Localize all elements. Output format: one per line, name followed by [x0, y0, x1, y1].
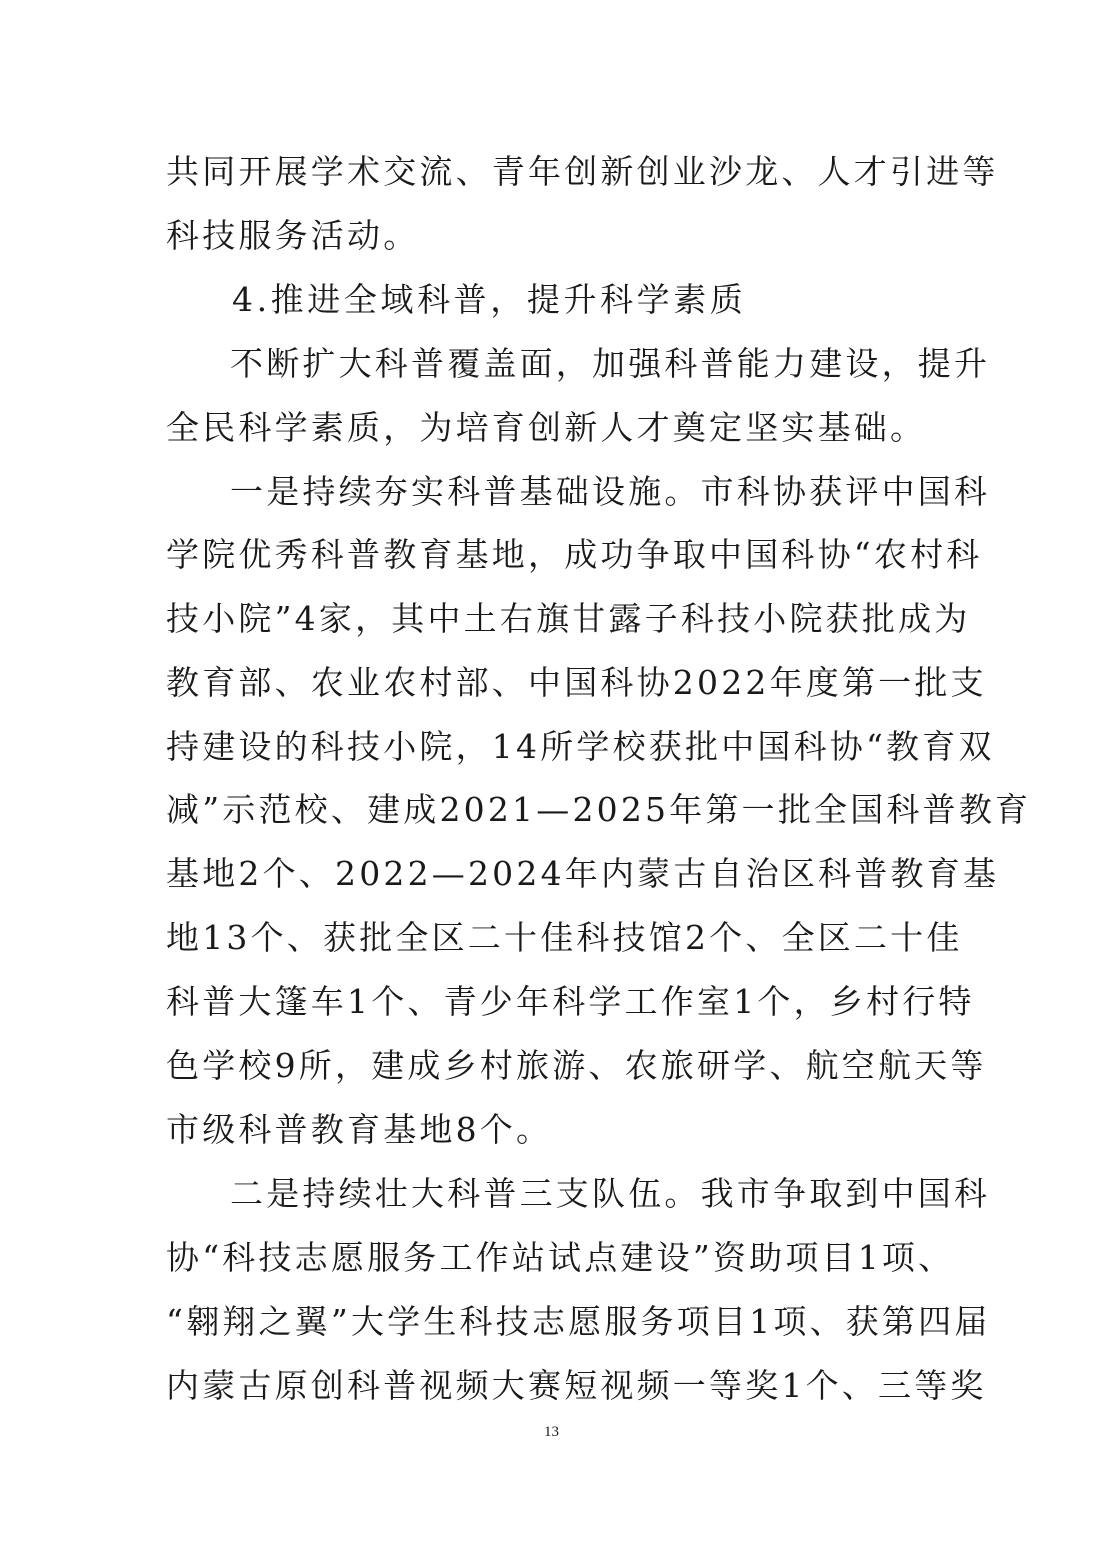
- body-text-line: 全民科学素质，为培育创新人才奠定坚实基础。: [166, 408, 927, 447]
- section-heading: 4.推进全域科普，提升科学素质: [232, 280, 747, 319]
- body-text-line: 学院优秀科普教育基地，成功争取中国科协“农村科: [166, 535, 983, 574]
- body-text-line: 减”示范校、建成2021—2025年第一批全国科普教育: [166, 790, 1032, 829]
- body-text-line: 科普大篷车1个、青少年科学工作室1个，乡村行特: [166, 982, 975, 1021]
- body-text-line: 基地2个、2022—2024年内蒙古自治区科普教育基: [166, 854, 1000, 893]
- paragraph-first-line: 不断扩大科普覆盖面，加强科普能力建设，提升: [230, 344, 991, 383]
- body-text-line: 持建设的科技小院，14所学校获批中国科协“教育双: [166, 727, 995, 766]
- body-text-line: 市级科普教育基地8个。: [166, 1110, 553, 1149]
- paragraph-first-line: 二是持续壮大科普三支队伍。我市争取到中国科: [230, 1174, 991, 1213]
- body-text-line: 内蒙古原创科普视频大赛短视频一等奖1个、三等奖: [166, 1366, 987, 1405]
- body-text-line: 教育部、农业农村部、中国科协2022年度第一批支: [166, 663, 987, 702]
- body-text-line: “翱翔之翼”大学生科技志愿服务项目1项、获第四届: [166, 1302, 991, 1341]
- paragraph-first-line: 一是持续夯实科普基础设施。市科协获评中国科: [230, 472, 991, 511]
- body-text-line: 地13个、获批全区二十佳科技馆2个、全区二十佳: [166, 918, 963, 957]
- page-number: 13: [544, 1424, 559, 1440]
- body-text-line: 色学校9所，建成乡村旅游、农旅研学、航空航天等: [166, 1046, 987, 1085]
- body-text-line: 科技服务活动。: [166, 216, 420, 255]
- body-text-line: 共同开展学术交流、青年创新创业沙龙、人才引进等: [166, 152, 999, 191]
- body-text-line: 协“科技志愿服务工作站试点建设”资助项目1项、: [166, 1238, 955, 1277]
- body-text-line: 技小院”4家，其中土右旗甘露子科技小院获批成为: [166, 599, 971, 638]
